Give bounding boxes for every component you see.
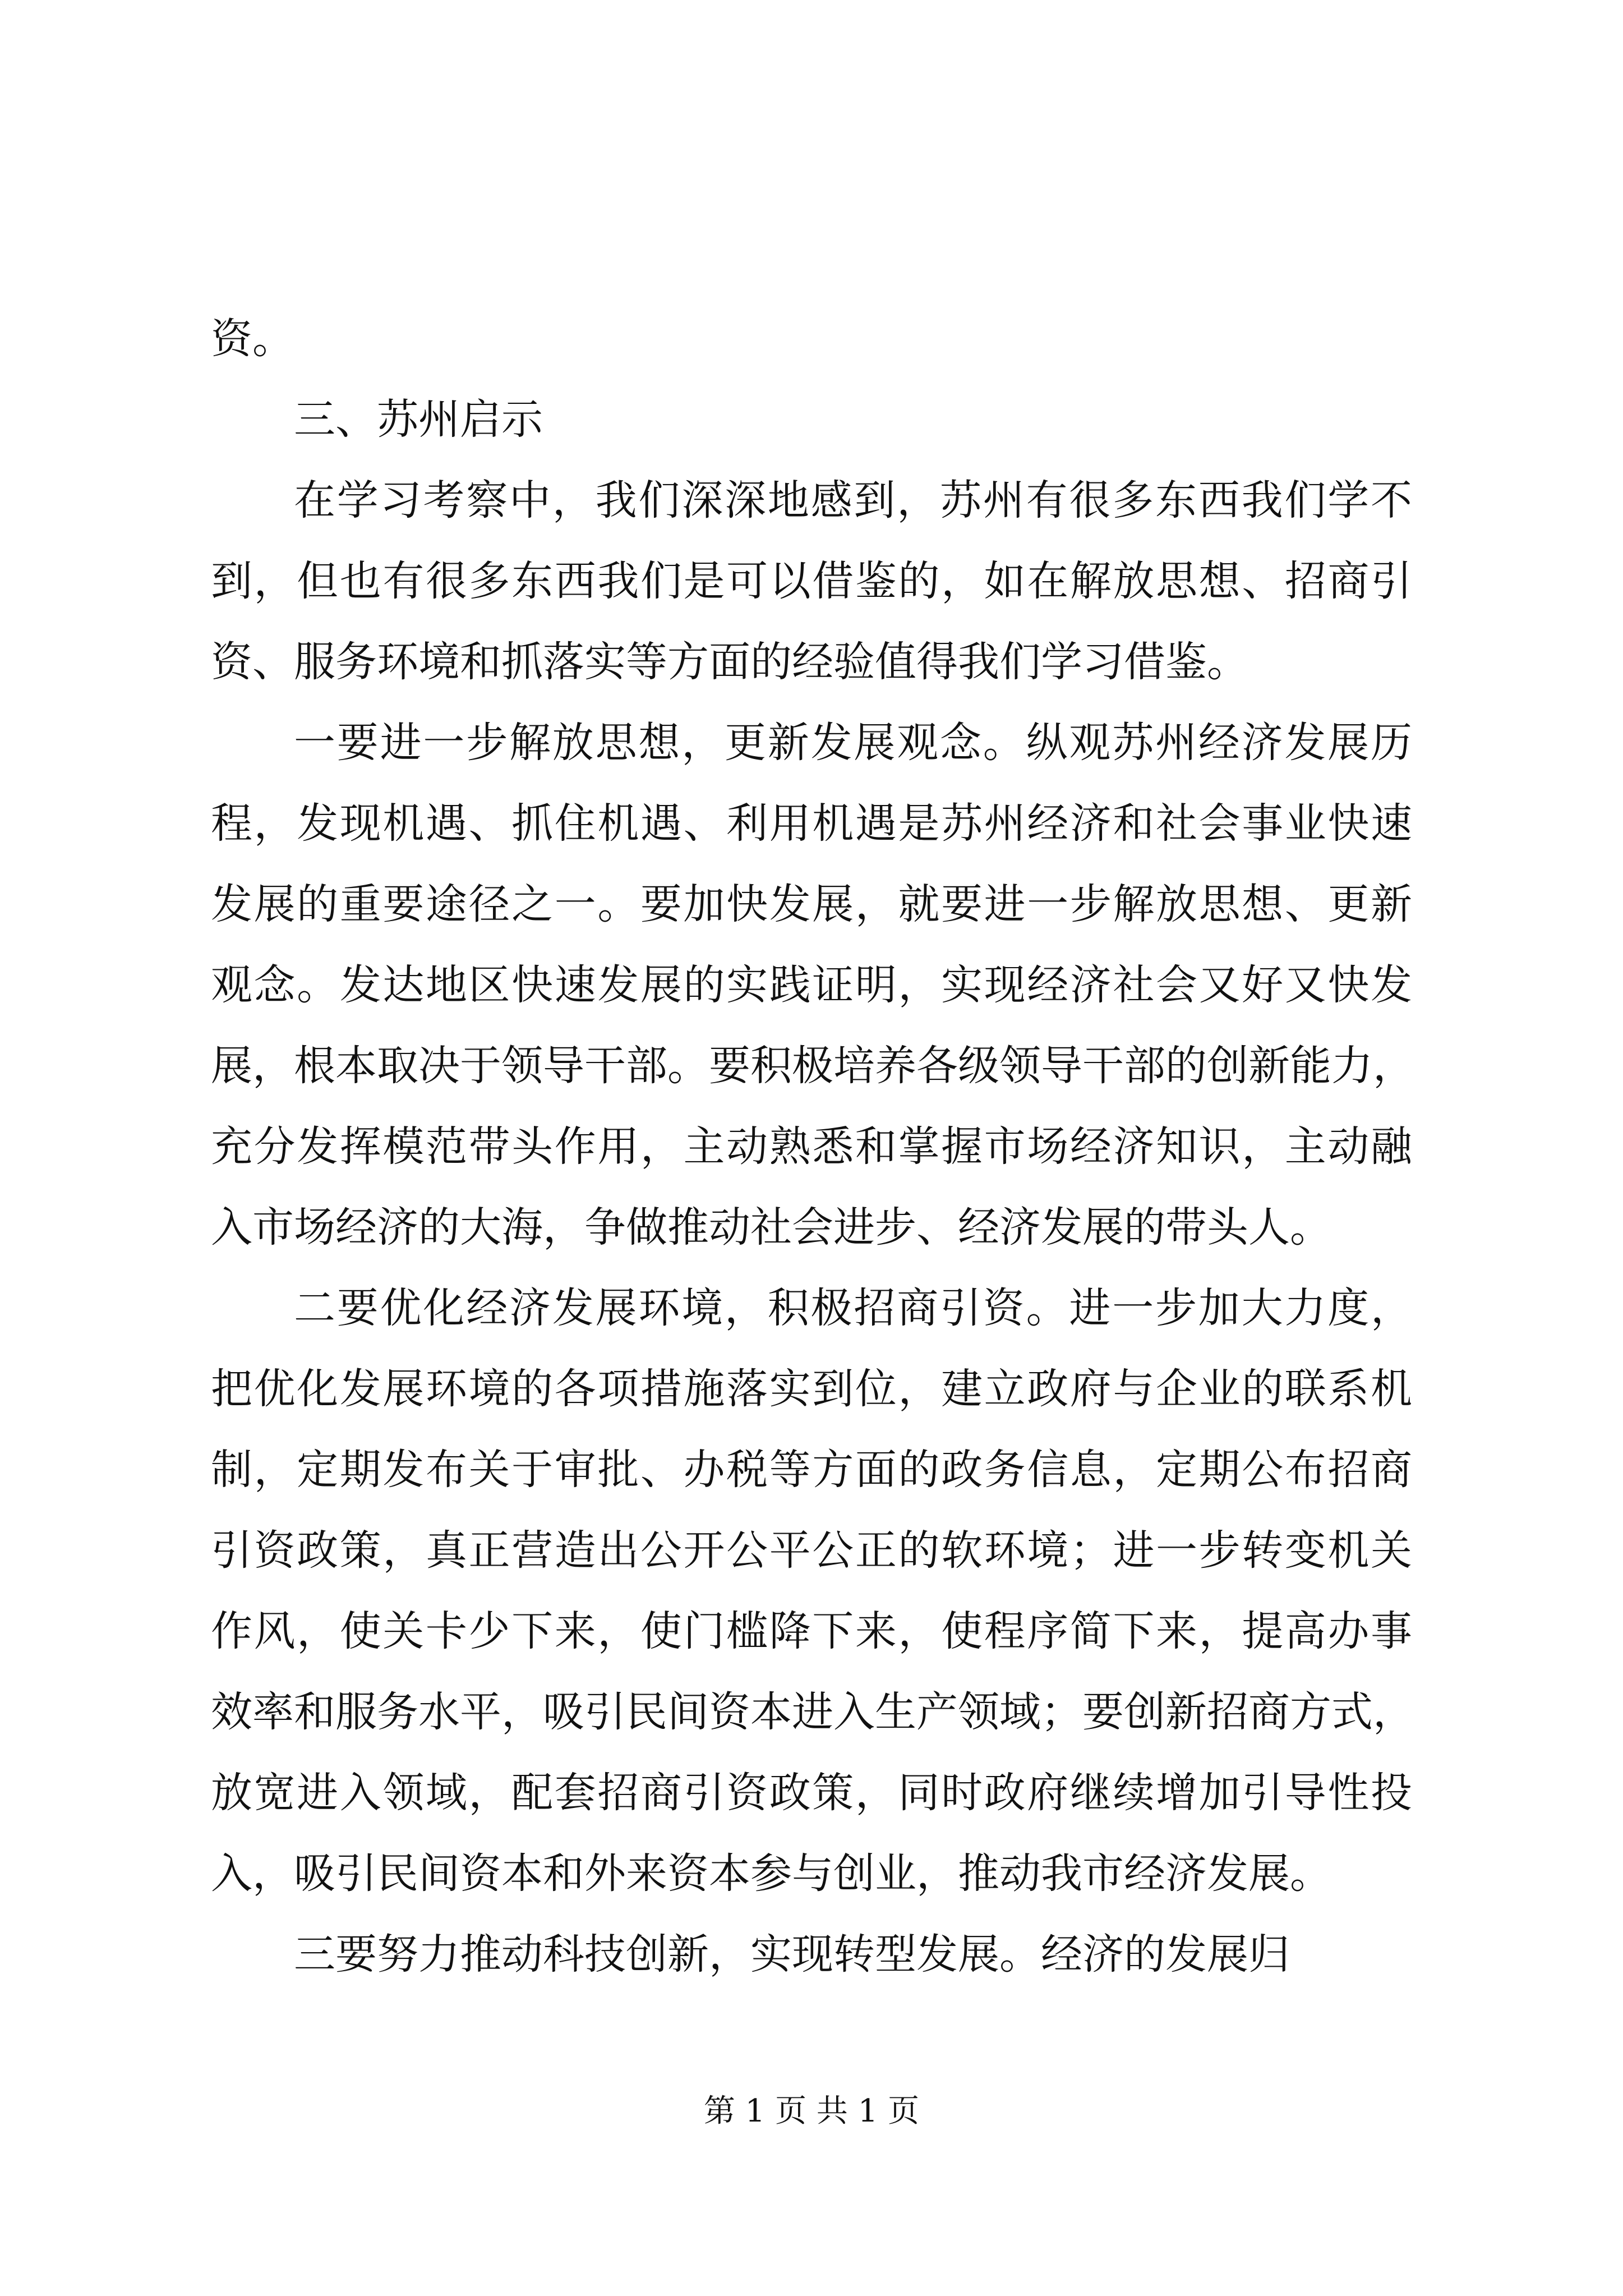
text-line: 观念。发达地区快速发展的实践证明，实现经济社会又好又快发 (211, 961, 1412, 1009)
text-line: 把优化发展环境的各项措施落实到位，建立政府与企业的联系机 (211, 1365, 1412, 1413)
text-line: 放宽进入领域，配套招商引资政策，同时政府继续增加引导性投 (211, 1769, 1412, 1817)
text-line: 资。 (211, 315, 294, 363)
text-line: 资、服务环境和抓落实等方面的经验值得我们学习借鉴。 (211, 638, 1248, 686)
document-body (211, 298, 1412, 1995)
text-line: 在学习考察中，我们深深地感到，苏州有很多东西我们学不 (294, 476, 1412, 524)
text-line: 引资政策，真正营造出公开公平公正的软环境；进一步转变机关 (211, 1526, 1412, 1575)
text-line: 作风，使关卡少下来，使门槛降下来，使程序简下来，提高办事 (211, 1607, 1412, 1655)
text-line: 二要优化经济发展环境，积极招商引资。进一步加大力度， (294, 1284, 1412, 1332)
page-footer: 第 1 页 共 1 页 (703, 2093, 920, 2129)
text-line: 程，发现机遇、抓住机遇、利用机遇是苏州经济和社会事业快速 (211, 799, 1412, 848)
text-line: 展，根本取决于领导干部。要积极培养各级领导干部的创新能力， (211, 1042, 1414, 1090)
text-line: 三、苏州启示 (294, 395, 543, 444)
text-line: 三要努力推动科技创新，实现转型发展。经济的发展归 (294, 1930, 1290, 1978)
text-line: 效率和服务水平，吸引民间资本进入生产领域；要创新招商方式， (211, 1688, 1414, 1736)
text-line: 入市场经济的大海，争做推动社会进步、经济发展的带头人。 (211, 1203, 1331, 1251)
text-line: 入，吸引民间资本和外来资本参与创业，推动我市经济发展。 (211, 1849, 1331, 1898)
text-line: 到，但也有很多东西我们是可以借鉴的，如在解放思想、招商引 (211, 557, 1412, 605)
text-line: 一要进一步解放思想，更新发展观念。纵观苏州经济发展历 (294, 719, 1412, 767)
text-line: 充分发挥模范带头作用，主动熟悉和掌握市场经济知识，主动融 (211, 1122, 1412, 1171)
text-line: 制，定期发布关于审批、办税等方面的政务信息，定期公布招商 (211, 1446, 1412, 1494)
text-line: 发展的重要途径之一。要加快发展，就要进一步解放思想、更新 (211, 880, 1412, 928)
